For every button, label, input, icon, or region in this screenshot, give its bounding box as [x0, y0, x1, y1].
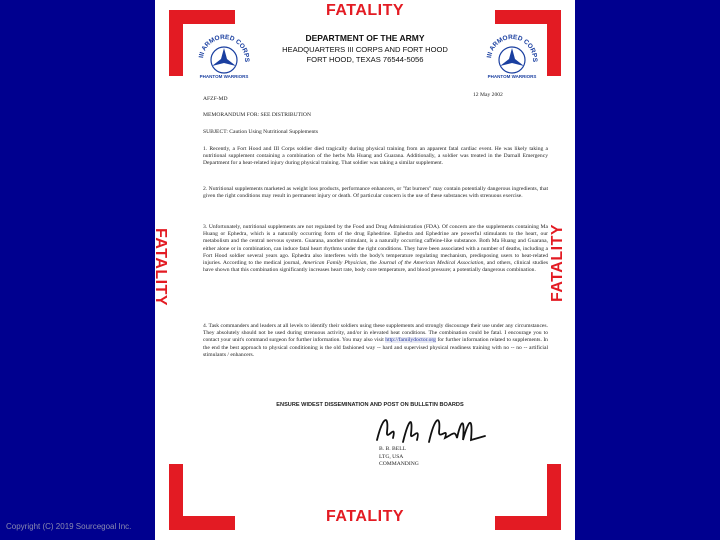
svg-text:III ARMORED CORPS: III ARMORED CORPS — [198, 33, 251, 63]
signer-name: B. B. BELL — [379, 446, 407, 452]
familydoctor-link[interactable]: http://familydoctor.org — [385, 337, 436, 344]
journal-name-afp: American Family Physician — [302, 260, 367, 267]
fatality-banner-right: FATALITY — [549, 223, 567, 303]
paragraph-4-text-a: 4. Task commanders and leaders at all levels to identify their soldiers using these supplements and strongly discourage their use under any circumstances. They absolutely should not be used during strenuous activity, and/or in elevated heat conditions. The combination could be fatal. I encourage you to contact your unit's command surgeon for further information. You may also visit — [203, 323, 548, 344]
memo-subject: SUBJECT: Caution Using Nutritional Supplements — [203, 129, 319, 135]
memorandum-for: MEMORANDUM FOR: SEE DISTRIBUTION — [203, 112, 311, 118]
corps-emblem-left-icon — [195, 30, 253, 80]
paragraph-4-text-b: for further information related to supplements. In the end the best approach to physical conditioning is the old fashioned way -- hard and supervised physical readiness training with no -- no -- artificial stimulants / enhancers. — [203, 337, 548, 358]
letterhead-headquarters: HEADQUARTERS III CORPS AND FORT HOOD — [282, 45, 448, 54]
journal-name-jama: Journal of the American Medical Association — [378, 260, 484, 267]
corps-emblem-right-icon — [483, 30, 541, 80]
svg-text:B. B. Bell: B. B. Bell — [433, 430, 438, 431]
memo-date: 12 May 2002 — [473, 92, 503, 98]
fatality-banner-top: FATALITY — [325, 2, 405, 19]
letterhead-address: FORT HOOD, TEXAS 76544-5056 — [306, 55, 424, 64]
signer-title: COMMANDING — [379, 461, 419, 467]
svg-text:III ARMORED CORPS: III ARMORED CORPS — [486, 33, 539, 63]
dissemination-notice: ENSURE WIDEST DISSEMINATION AND POST ON BULLETIN BOARDS — [276, 402, 464, 408]
svg-text:PHANTOM WARRIORS: PHANTOM WARRIORS — [487, 74, 537, 79]
copyright-notice: Copyright (C) 2019 Sourcegoal Inc. — [6, 522, 132, 531]
fatality-banner-bottom: FATALITY — [325, 508, 405, 525]
paragraph-3-text-b: , and others, clinical studies have shown that this combination significantly increases heart rate, body core temperature, and blood pressure; a potentially dangerous combination. — [203, 260, 548, 274]
paragraph-2: 2. Nutritional supplements marketed as weight loss products, performance enhancers, or "fat burners" may contain potentially dangerous ingredients, that given the right conditions may result in permanent injury or death. Of particular concern is the use of these substances with strenuous exercise. — [203, 186, 548, 200]
paragraph-3 — [203, 224, 548, 274]
signer-rank: LTG, USA — [379, 453, 404, 460]
paragraph-4 — [203, 323, 548, 359]
paragraph-1: 1. Recently, a Fort Hood and III Corps soldier died tragically during physical training from an apparent fatal cardiac event. He was likely taking a nutritional supplement containing a combination of the herbs Ma Huang and Guarana. Additionally, a soldier was treated in the Darnall Emergency Department for a heat-related injury during physical training. That soldier was taking a similar supplement. — [203, 146, 548, 167]
signature-image — [373, 412, 493, 446]
paragraph-3-text-mid: , the — [366, 260, 377, 267]
svg-text:PHANTOM WARRIORS: PHANTOM WARRIORS — [199, 74, 249, 79]
signature-block — [379, 446, 419, 469]
fatality-banner-left: FATALITY — [152, 227, 170, 307]
memo-page — [152, 0, 575, 540]
paragraph-3-text-a: 3. Unfortunately, nutritional supplements are not regulated by the Food and Drug Administration (FDA). Of concern are the supplements containing Ma Huang or Ephedra, which is a naturally occurring form of the drug Ephedrine. Ephedra and Ephedrine are powerful stimulants to the heart, our metabolism and the central nervous system. Guarana, another stimulant, is a naturally occurring caffeine-like substance. Both Ma Huang and Guarana, either alone or in combination, can induce fatal heart rhythms under the right conditions. They have been associated with a number of deaths, including a Fort Hood soldier several years ago. Ephedra also interferes with the body's temperature regulating mechanism, predisposing users to heat-related injuries. According to the medical journal, — [203, 224, 548, 267]
office-symbol: AFZF-MD — [203, 96, 228, 102]
letterhead-department: DEPARTMENT OF THE ARMY — [305, 33, 425, 43]
